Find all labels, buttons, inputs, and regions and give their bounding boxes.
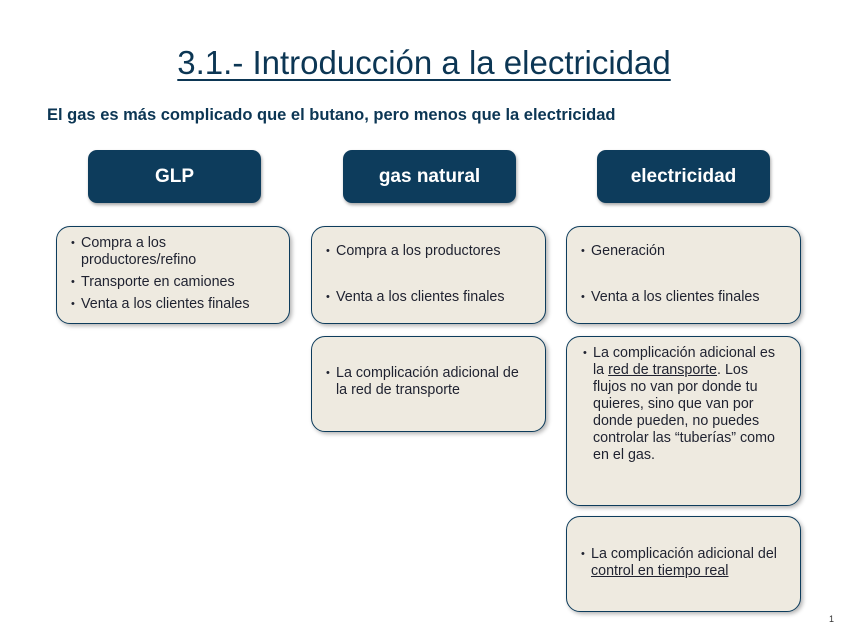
elec-box-3 [566,516,801,612]
elec-box-1 [566,226,801,324]
elec-item-3-text-a: La complicación adicional es la [593,345,775,378]
header-electricidad: electricidad [597,150,770,203]
elec-item-4-text-a: La complicación adicional del [591,546,777,562]
header-glp: GLP [88,150,261,203]
page-number: 1 [828,614,834,624]
gas-box-1 [311,226,546,324]
elec-item-4 [581,546,792,580]
red-de-transporte-link: red de transporte [608,362,717,378]
glp-box [56,226,290,324]
gas-box-2 [311,336,546,432]
glp-item-1: • Compra a los productores/refino [71,235,279,269]
elec-item-1: • Generación [581,243,792,260]
control-tiempo-real-link: control en tiempo real [591,563,729,579]
elec-item-3 [583,345,788,464]
header-gas-natural: gas natural [343,150,516,203]
gas-item-3: • La complicación adicional de la red de transporte [326,365,531,399]
glp-item-2: • Transporte en camiones [71,274,279,291]
glp-item-3: • Venta a los clientes finales [71,296,279,313]
gas-item-2: • Venta a los clientes finales [326,289,537,306]
elec-box-2 [566,336,801,506]
slide-title: 3.1.- Introducción a la electricidad [177,44,671,81]
elec-item-2: • Venta a los clientes finales [581,289,792,306]
elec-item-3-text-b: . Los flujos no van por donde tu quieres, sino que van por donde pueden, no puedes controlar las “tuberías” como en el gas. [593,362,775,463]
gas-item-1: • Compra a los productores [326,243,537,260]
slide-subtitle: El gas es más complicado que el butano, pero menos que la electricidad [47,106,616,124]
